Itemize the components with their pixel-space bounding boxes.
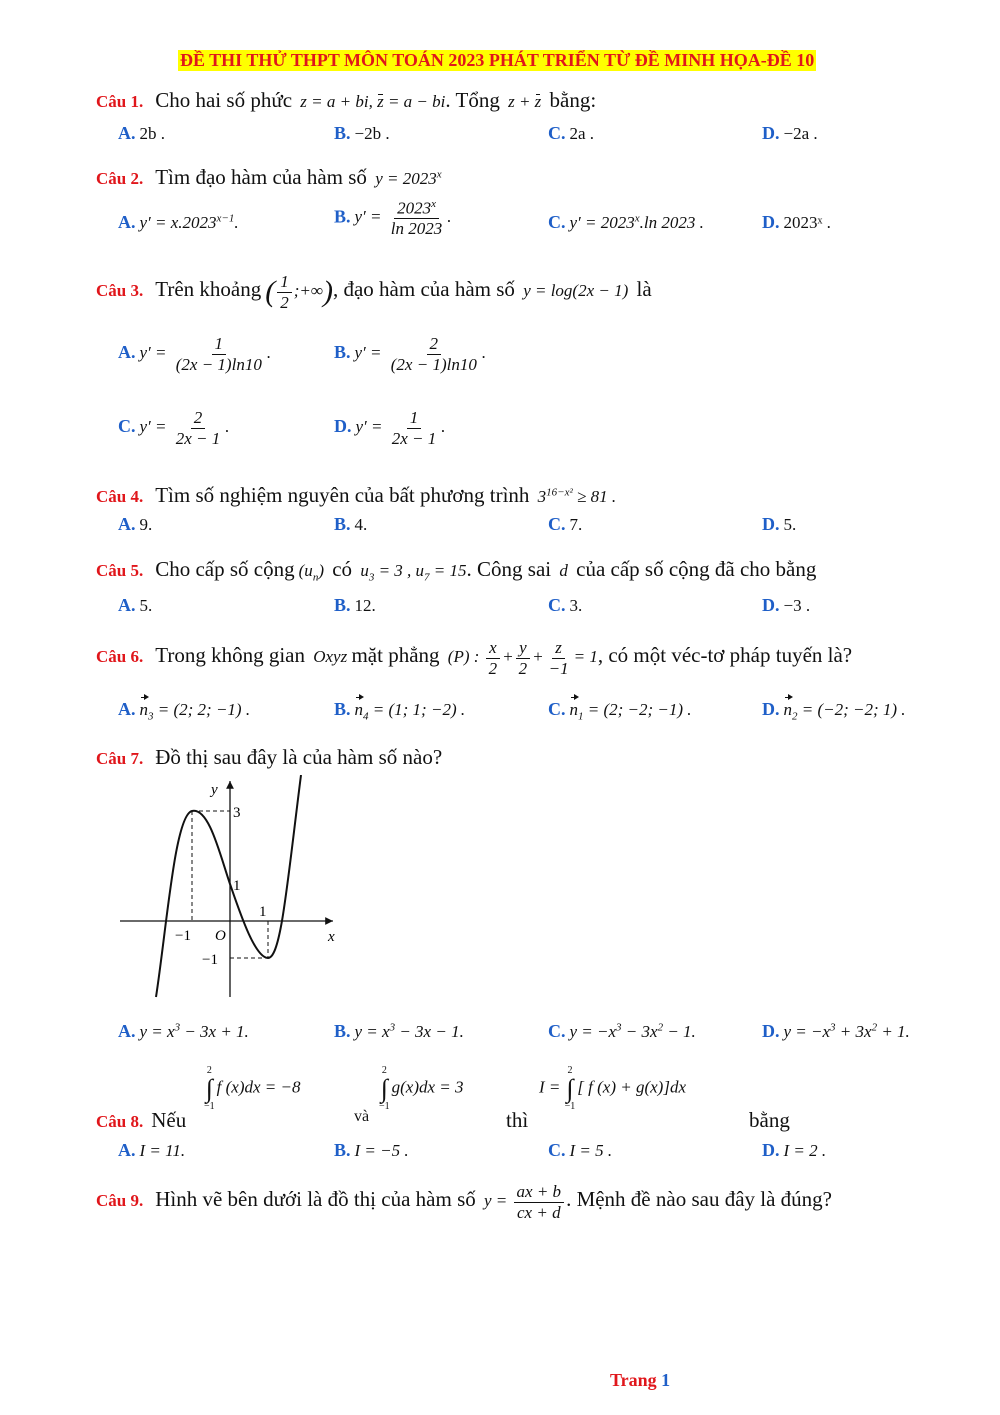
tick-x-minus-1: −1 bbox=[175, 928, 191, 944]
q3-option-d[interactable]: D. y′ = $\frac{1}{2x - 1}$ . bbox=[334, 408, 446, 448]
q3-option-c[interactable]: C. y′ = $\frac{2}{2x - 1}$ . bbox=[118, 408, 230, 448]
q8-option-b[interactable]: B. I = −5 . bbox=[334, 1140, 409, 1160]
q8-integral-i: I = 2 ∫ −1 [ f (x) + g(x)]dx bbox=[539, 1065, 686, 1112]
q5-option-a[interactable]: A. 5. bbox=[118, 595, 153, 615]
q2-option-b[interactable]: B. y′ = $\frac{2023^x}{\ln 2023}$ . bbox=[334, 198, 452, 239]
q1-option-b[interactable]: B. −2b . bbox=[334, 123, 390, 143]
q1-option-c[interactable]: C. 2a . bbox=[548, 123, 595, 143]
x-axis-label: x bbox=[328, 929, 335, 945]
cubic-curve bbox=[156, 775, 301, 997]
tick-y-1: 1 bbox=[233, 878, 241, 894]
q6-option-d[interactable]: D. $n_2 = (-2$; −2; 1) . bbox=[762, 699, 906, 723]
question-8-label: Câu 8. Nếu bbox=[96, 1108, 187, 1132]
q8-integral-g: 2 ∫ −1 g(x)dx = 3 bbox=[379, 1065, 464, 1112]
q6-option-c[interactable]: C. $n_1 = (2$; −2; −1) . bbox=[548, 699, 692, 723]
q7-option-b[interactable]: B. $y = x^3 - 3x - 1$. bbox=[334, 1021, 464, 1041]
q4-option-d[interactable]: D. 5. bbox=[762, 514, 797, 534]
question-2: Câu 2. Tìm đạo hàm của hàm số $y = 2023^x$ bbox=[96, 165, 442, 189]
tick-x-1: 1 bbox=[259, 904, 267, 920]
q4-option-a[interactable]: A. 9. bbox=[118, 514, 153, 534]
origin-label: O bbox=[215, 928, 226, 944]
question-7: Câu 7. Đồ thị sau đây là của hàm số nào? bbox=[96, 745, 443, 769]
exam-title: ĐỀ THI THỬ THPT MÔN TOÁN 2023 PHÁT TRIỂN TỪ ĐỀ MINH HỌA-ĐỀ 10 bbox=[180, 50, 815, 70]
q2-option-d[interactable]: D. 2023ˣ . bbox=[762, 212, 831, 232]
q8-then: thì bbox=[506, 1108, 529, 1132]
q8-and: và bbox=[354, 1108, 370, 1125]
q7-option-d[interactable]: D. $y = -x^3 + 3x^2 + 1$. bbox=[762, 1021, 910, 1041]
q5-option-d[interactable]: D. −3 . bbox=[762, 595, 811, 615]
question-9: Câu 9. Hình vẽ bên dưới là đồ thị của hàm số y = $\frac{ax + b}{cx + d}$ . Mệnh đề nào sau đây là đúng? bbox=[96, 1182, 832, 1222]
question-1: Câu 1. Cho hai số phức z = a + bi, z = a − bi. Tổng z + z bằng: bbox=[96, 88, 597, 112]
q7-option-a[interactable]: A. $y = x^3 - 3x + 1$. bbox=[118, 1021, 249, 1041]
q8-equals: bằng bbox=[749, 1108, 790, 1132]
question-4: Câu 4. Tìm số nghiệm nguyên của bất phương trình $3^{16-x^2} \ge 81$ . bbox=[96, 483, 617, 507]
q4-option-b[interactable]: B. 4. bbox=[334, 514, 368, 534]
q1-option-d[interactable]: D. −2a . bbox=[762, 123, 818, 143]
tick-y-minus-1: −1 bbox=[202, 952, 218, 968]
q3-option-a[interactable]: A. y′ = $\frac{1}{(2x - 1)\ln 10}$ . bbox=[118, 334, 272, 374]
q2-option-a[interactable]: A. $y' = x.2023^{x-1}$. bbox=[118, 212, 239, 232]
tick-y-3: 3 bbox=[233, 805, 241, 821]
q1-option-a[interactable]: A. 2b . bbox=[118, 123, 165, 143]
q8-integral-f: 2 ∫ −1 f (x)dx = −8 bbox=[204, 1065, 301, 1112]
q1-formula: z = a + bi, z = a − bi bbox=[296, 92, 446, 111]
q6-option-a[interactable]: A. $n_3 = (2$; 2; −1) . bbox=[118, 699, 251, 723]
q8-option-d[interactable]: D. I = 2 . bbox=[762, 1140, 827, 1160]
q3-option-b[interactable]: B. y′ = $\frac{2}{(2x - 1)\ln 10}$ . bbox=[334, 334, 487, 374]
question-3: Câu 3. Trên khoảng ( $\frac{1}{2}$ ;+∞), đạo hàm của hàm số y = log(2x − 1) là bbox=[96, 272, 652, 312]
q2-option-c[interactable]: C. $y' = 2023^x.\ln$ 2023 . bbox=[548, 212, 704, 232]
question-5: Câu 5. Cho cấp số cộng $(u_n)$ có $u_3 = 3$ , $u_7 = 15$. Công sai d của cấp số cộng đã cho bằng bbox=[96, 557, 817, 584]
y-axis-label: y bbox=[211, 782, 218, 798]
q4-option-c[interactable]: C. 7. bbox=[548, 514, 583, 534]
q5-option-c[interactable]: C. 3. bbox=[548, 595, 583, 615]
function-graph bbox=[115, 775, 350, 1000]
q8-option-a[interactable]: A. I = 11. bbox=[118, 1140, 186, 1160]
q5-option-b[interactable]: B. 12. bbox=[334, 595, 376, 615]
page-footer: Trang 1 bbox=[610, 1370, 671, 1390]
q8-option-c[interactable]: C. I = 5 . bbox=[548, 1140, 613, 1160]
q6-option-b[interactable]: B. $n_4 = (1$; 1; −2) . bbox=[334, 699, 466, 723]
question-6: Câu 6. Trong không gian Oxyz mặt phẳng (P) : $\frac{x}{2}$ + $\frac{y}{2}$ + $\frac{z}{-1}$ = 1, có một véc-tơ pháp tuyến là? bbox=[96, 638, 853, 678]
q7-option-c[interactable]: C. $y = -x^3 - 3x^2 - 1$. bbox=[548, 1021, 696, 1041]
